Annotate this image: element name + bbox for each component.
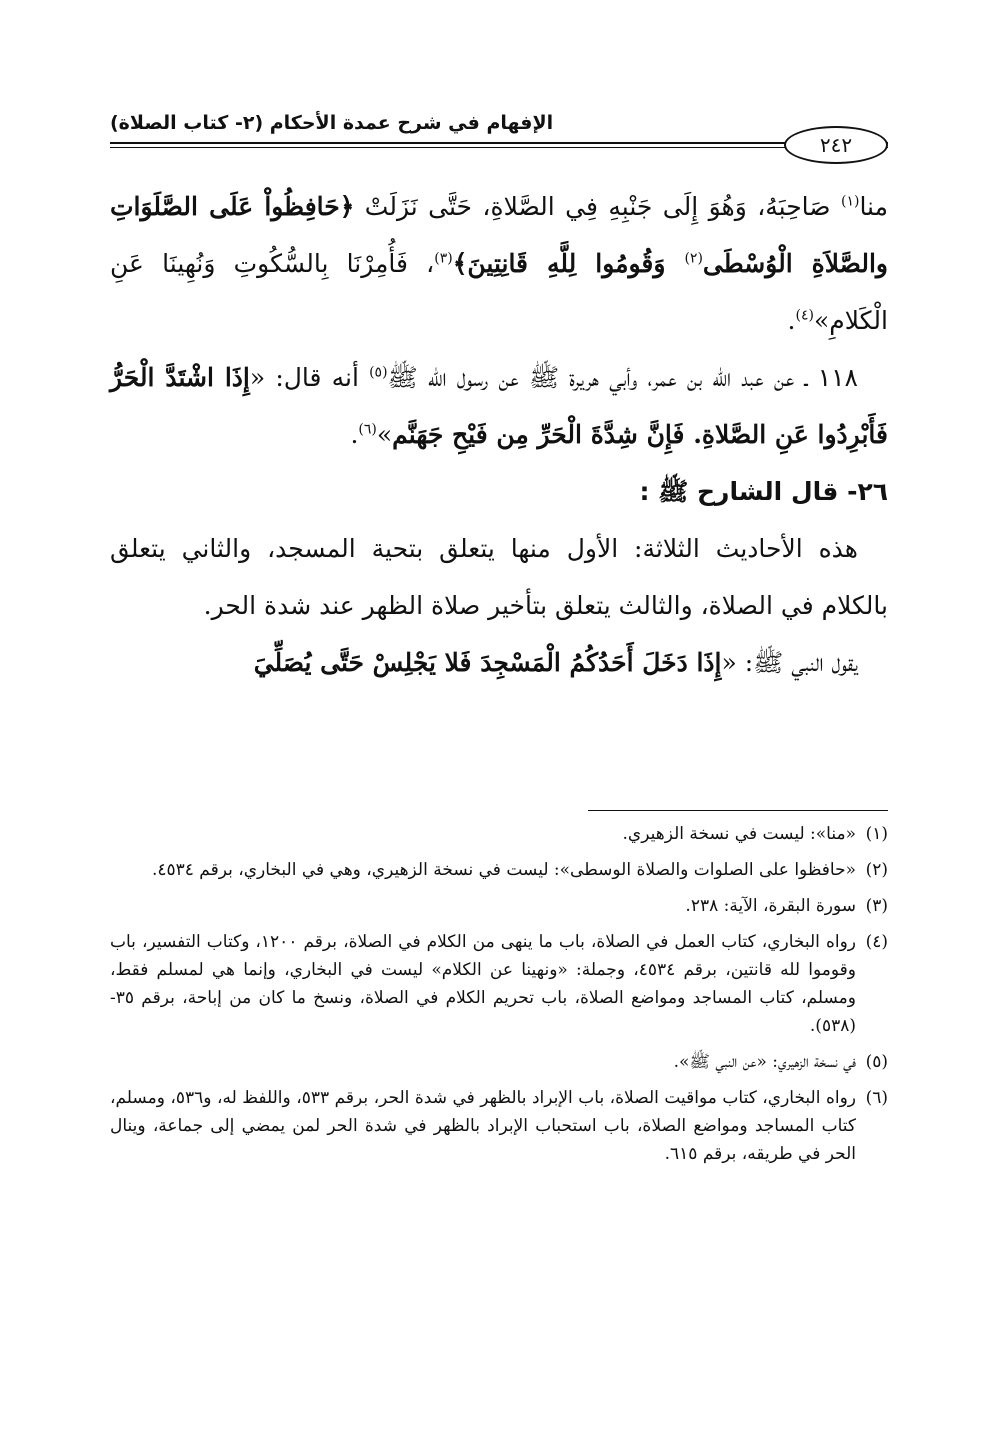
text-span: » <box>376 420 393 449</box>
footnote-number: (١) <box>865 824 888 844</box>
hadith-text: إِذَا اشْتَدَّ الْحَرُّ فَأَبْرِدُوا عَنِ الصَّلاةِ. فَإِنَّ شِدَّةَ الْحَرِّ مِن فَيْحِ جَهَنَّم <box>110 363 888 449</box>
footnote-ref-5: (٥) <box>369 364 388 381</box>
header-rule-thin <box>110 147 888 148</box>
footnote-text: «حافظوا على الصلوات والصلاة الوسطى»: ليست في نسخة الزهيري، وهي في البخاري، برقم ٤٥٣٤. <box>151 860 856 880</box>
footnote-text: رواه البخاري، كتاب مواقيت الصلاة، باب الإبراد بالظهر في شدة الحر، برقم ٥٣٣، واللفظ له، و٥٣٦، ومسلم، كتاب المساجد ومواضع الصلاة، باب استحباب الإبراد بالظهر في شدة الحر لمن يمضي إلى جماعة، وينال الحر في طريقه، برقم ٦١٥. <box>110 1088 856 1164</box>
footnote-ref-4: (٤) <box>795 307 814 324</box>
footnote-ref-6: (٦) <box>358 421 377 438</box>
section-heading: ٢٦- قال الشارح ﷺ : <box>639 477 888 506</box>
quran-verse: ﴿حَافِظُواْ عَلَى الصَّلَوَاتِ والصَّلاَةِ الْوُسْطَى <box>110 192 888 278</box>
footnote <box>110 1048 888 1076</box>
footnote <box>110 820 888 848</box>
footnote <box>110 892 888 920</box>
text-span: يقول النبي ﷺ: « <box>721 648 858 677</box>
text-span: . <box>787 306 796 335</box>
footnote-text: رواه البخاري، كتاب العمل في الصلاة، باب ما ينهى من الكلام في الصلاة، برقم ١٢٠٠، وكتاب التفسير، باب وقوموا لله قانتين، برقم ٤٥٣٤، وجملة: «ونهينا عن الكلام» ليست في البخاري، وإنما هي لمسلم فقط، ومسلم، كتاب المساجد ومواضع الصلاة، باب تحريم الكلام في الصلاة، ونسخ ما كان من إباحة، برقم ٣٥- (٥٣٨). <box>110 932 857 1036</box>
footnotes <box>110 820 888 1176</box>
footnote-number: (٤) <box>865 932 888 952</box>
footnote <box>110 928 888 1040</box>
footnote-text: «منا»: ليست في نسخة الزهيري. <box>622 824 856 844</box>
footnote-text: سورة البقرة، الآية: ٢٣٨. <box>685 896 856 916</box>
header-title: الإفهام في شرح عمدة الأحكام (٢- كتاب الصلاة) <box>110 112 554 134</box>
footnote-divider <box>588 810 888 811</box>
footnote <box>110 856 888 884</box>
footnote-number: (٦) <box>865 1088 888 1108</box>
footnote <box>110 1084 888 1168</box>
main-text <box>110 178 888 691</box>
page-number: ٢٤٢ <box>784 126 888 164</box>
footnote-ref-2: (٢) <box>684 250 703 267</box>
quran-verse-cont: وَقُومُوا لِلَّهِ قَانِتِينَ﴾ <box>452 249 685 278</box>
text-span: أنه قال: « <box>249 363 370 392</box>
text-span: ١١٨ ـ عن عبد الله بن عمر، وأبي هريرة ﷺ عن رسول الله ﷺ <box>387 363 858 392</box>
text-span: . <box>350 420 359 449</box>
footnote-text: في نسخة الزهيري: «عن النبي ﷺ». <box>673 1052 856 1072</box>
paragraph-hadith-117-end <box>110 178 888 349</box>
running-header <box>110 112 888 160</box>
footnote-number: (٢) <box>865 860 888 880</box>
text-span: منا <box>859 192 888 221</box>
footnote-ref-3: (٣) <box>434 250 453 267</box>
footnote-ref-1: (١) <box>840 193 860 210</box>
paragraph-hadith-118 <box>110 349 888 463</box>
paragraph-commentary: هذه الأحاديث الثلاثة: الأول منها يتعلق بتحية المسجد، والثاني يتعلق بالكلام في الصلاة، والثالث يتعلق بتأخير صلاة الظهر عند شدة الحر. <box>110 534 888 620</box>
hadith-text-2: إِذَا دَخَلَ أَحَدُكُمُ الْمَسْجِدَ فَلا يَجْلِسْ حَتَّى يُصَلِّيَ <box>253 648 722 677</box>
header-rule <box>110 142 888 144</box>
text-span: ، فَأُمِرْنَا بِالسُّكُوتِ وَنُهِينَا عَنِ الْكَلامِ» <box>110 249 888 335</box>
footnote-number: (٥) <box>865 1052 888 1072</box>
text-span: صَاحِبَهُ، وَهُوَ إِلَى جَنْبِهِ فِي الصَّلاةِ، حَتَّى نَزَلَتْ <box>354 192 841 221</box>
footnote-number: (٣) <box>865 896 888 916</box>
paragraph-commentary-2 <box>110 634 888 691</box>
